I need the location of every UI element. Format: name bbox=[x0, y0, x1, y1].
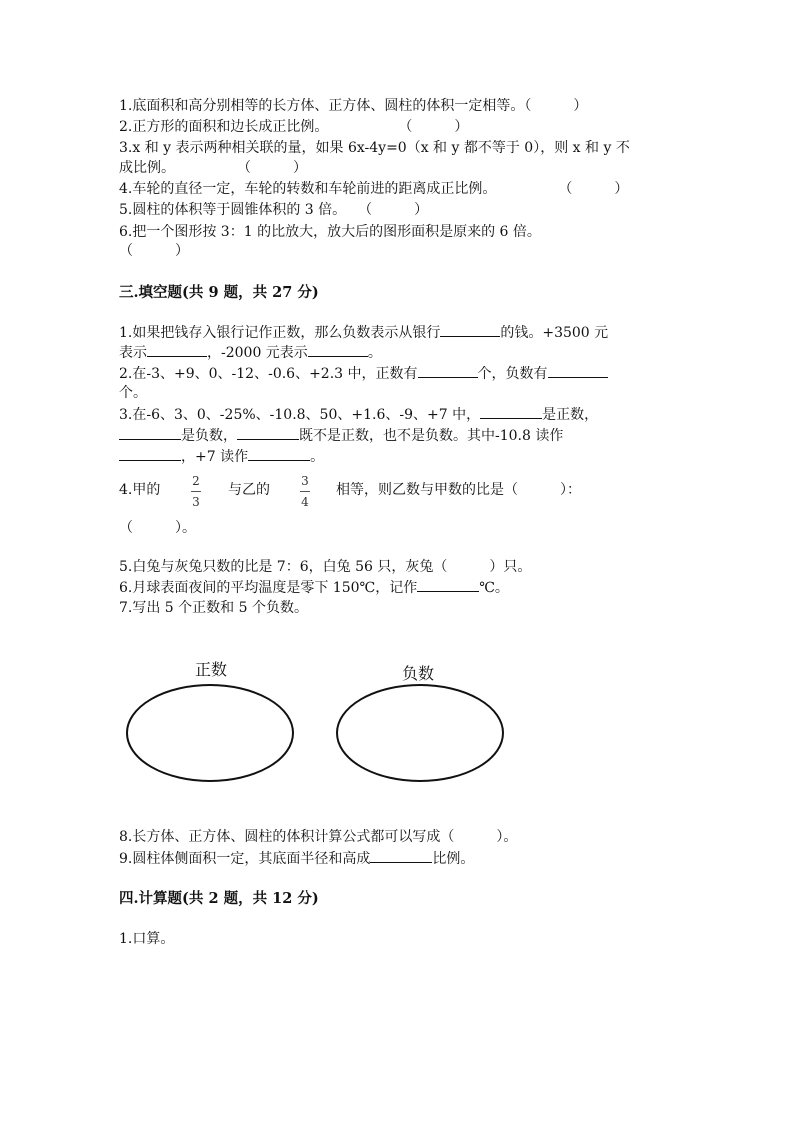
positive-numbers-label: 正数 bbox=[195, 660, 228, 679]
fill-q1-text-d: ，-2000 元表示 bbox=[207, 345, 308, 361]
fill-q1-blank-2[interactable] bbox=[147, 342, 207, 357]
judge-question-3-line1: 3.x 和 y 表示两种相关联的量，如果 6x-4y=0（x 和 y 都不等于 0），则 x 和 y 不 bbox=[119, 140, 630, 156]
fill-q2-text-b: 个，负数有 bbox=[477, 366, 548, 382]
fill-question-3-line3 bbox=[119, 446, 324, 467]
fill-q3-text-b: 是正数， bbox=[542, 407, 599, 423]
fill-q6-blank[interactable] bbox=[417, 577, 479, 592]
judge-question-2 bbox=[119, 117, 468, 137]
fill-q4-text-c: 相等，则乙数与甲数的比是（ ）： bbox=[336, 482, 581, 498]
judge-question-2-text: 2.正方形的面积和边长成正比例。 bbox=[119, 119, 329, 135]
fill-q3-text-c: 是负数， bbox=[181, 428, 237, 444]
section-3-heading: 三.填空题(共 9 题，共 27 分) bbox=[119, 284, 319, 301]
fill-q4-text-a: 4.甲的 bbox=[119, 482, 161, 498]
fill-q4-text-b: 与乙的 bbox=[228, 482, 270, 498]
judge-question-6-line1: 6.把一个图形按 3：1 的比放大，放大后的图形面积是原来的 6 倍。 bbox=[119, 224, 541, 240]
fill-question-2-line2: 个。 bbox=[119, 385, 147, 401]
fill-question-5: 5.白兔与灰兔只数的比是 7：6，白兔 56 只，灰兔（ ）只。 bbox=[119, 559, 532, 575]
fraction-1-bar bbox=[191, 491, 201, 492]
fill-q3-blank-4[interactable] bbox=[119, 446, 181, 461]
judge-question-5 bbox=[119, 200, 428, 220]
judge-question-3-text: 成比例。 bbox=[119, 160, 175, 176]
fraction-2-bar bbox=[300, 491, 310, 492]
fill-q1-text-c: 表示 bbox=[119, 345, 147, 361]
fill-question-1-line1 bbox=[119, 322, 608, 343]
fill-q6-text-b: ℃。 bbox=[479, 580, 509, 596]
judge-question-5-answer: （ ） bbox=[358, 202, 429, 218]
negative-numbers-label: 负数 bbox=[402, 664, 435, 683]
fraction-1-denominator: 3 bbox=[192, 495, 200, 509]
positive-numbers-ellipse[interactable] bbox=[127, 685, 293, 781]
fill-question-8: 8.长方体、正方体、圆柱的体积计算公式都可以写成（ ）。 bbox=[119, 829, 518, 845]
section-4-heading: 四.计算题(共 2 题，共 12 分) bbox=[119, 890, 319, 907]
fill-q3-text-f: 。 bbox=[310, 449, 325, 465]
fill-q6-text-a: 6.月球表面夜间的平均温度是零下 150℃，记作 bbox=[119, 580, 418, 596]
fill-q3-text-a: 3.在-6、3、0、-25%、-10.8、50、+1.6、-9、+7 中， bbox=[119, 407, 481, 423]
fill-question-3-line2 bbox=[119, 425, 563, 446]
fill-q3-text-d: 既不是正数，也不是负数。其中-10.8 读作 bbox=[299, 428, 564, 444]
fill-q9-text-a: 9.圆柱体侧面积一定，其底面半径和高成 bbox=[119, 851, 371, 867]
fill-q1-text-b: 的钱。+3500 元 bbox=[500, 325, 609, 341]
fill-question-3-line1 bbox=[119, 404, 598, 425]
fraction-three-quarters bbox=[300, 474, 310, 509]
judge-question-6-line2: （ ） bbox=[119, 243, 189, 259]
calc-question-1: 1.口算。 bbox=[119, 931, 175, 947]
fill-q1-text-e: 。 bbox=[367, 345, 382, 361]
judge-question-2-answer: （ ） bbox=[398, 119, 469, 135]
fill-q9-text-b: 比例。 bbox=[432, 851, 475, 867]
fill-q1-blank-3[interactable] bbox=[308, 342, 368, 357]
fill-q2-blank-1[interactable] bbox=[418, 363, 478, 378]
negative-numbers-ellipse[interactable] bbox=[337, 685, 503, 781]
fill-question-7: 7.写出 5 个正数和 5 个负数。 bbox=[119, 600, 308, 616]
fill-q3-blank-1[interactable] bbox=[480, 404, 542, 419]
fill-q3-text-e: ，+7 读作 bbox=[181, 449, 249, 465]
judge-question-5-text: 5.圆柱的体积等于圆锥体积的 3 倍。 bbox=[119, 202, 347, 218]
fill-q9-blank[interactable] bbox=[370, 848, 432, 863]
judge-question-4-answer: （ ） bbox=[558, 181, 629, 197]
fill-q3-blank-5[interactable] bbox=[248, 446, 310, 461]
fraction-two-thirds bbox=[191, 474, 201, 509]
judge-question-3-answer: （ ） bbox=[237, 160, 307, 176]
judge-question-3-line2 bbox=[119, 158, 307, 178]
fraction-2-denominator: 4 bbox=[301, 495, 309, 509]
fill-q2-text-a: 2.在-3、+9、0、-12、-0.6、+2.3 中，正数有 bbox=[119, 366, 418, 382]
judge-question-1: 1.底面积和高分别相等的长方体、正方体、圆柱的体积一定相等。（ ） bbox=[119, 98, 588, 114]
fill-q1-blank-1[interactable] bbox=[440, 322, 500, 337]
fraction-2-numerator: 3 bbox=[301, 474, 309, 488]
fill-q4-line2: （ ）。 bbox=[119, 520, 196, 536]
fill-q3-blank-3[interactable] bbox=[237, 425, 299, 440]
fill-question-9 bbox=[119, 848, 474, 869]
fill-question-1-line2 bbox=[119, 342, 382, 363]
fill-q3-blank-2[interactable] bbox=[119, 425, 181, 440]
fill-q2-blank-2[interactable] bbox=[548, 363, 608, 378]
fill-question-6 bbox=[119, 577, 509, 598]
fill-question-2-line1 bbox=[119, 363, 608, 384]
judge-question-4 bbox=[119, 179, 628, 199]
fill-q1-text-a: 1.如果把钱存入银行记作正数，那么负数表示从银行 bbox=[119, 325, 441, 341]
fraction-1-numerator: 2 bbox=[192, 474, 200, 488]
judge-question-4-text: 4.车轮的直径一定，车轮的转数和车轮前进的距离成正比例。 bbox=[119, 181, 497, 197]
